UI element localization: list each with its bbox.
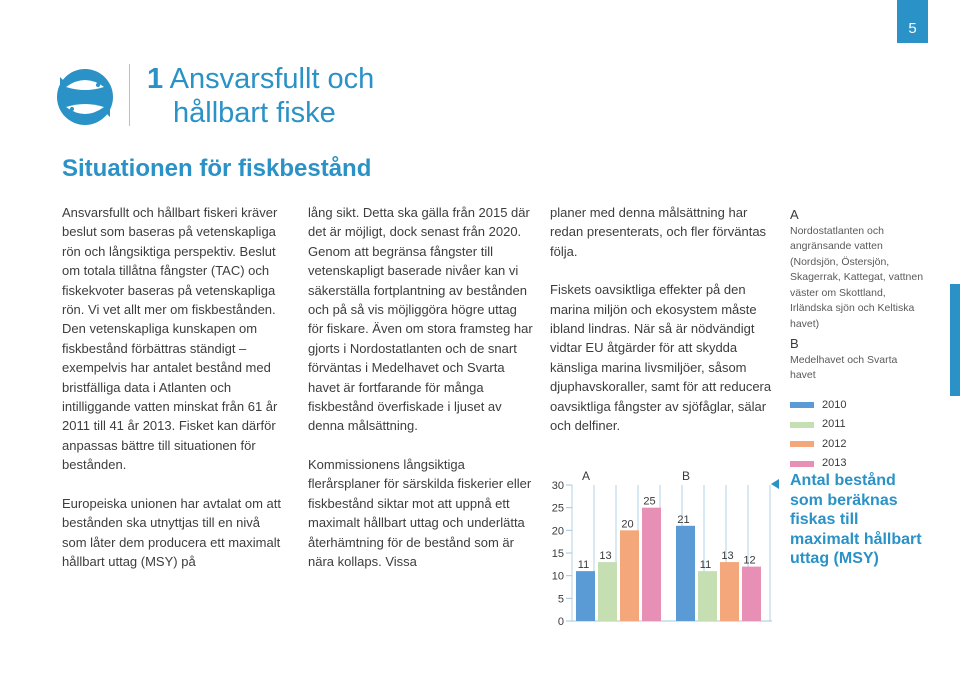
legend-a-label: A <box>790 207 799 222</box>
legend-years <box>790 396 925 474</box>
paragraph: planer med denna målsättning har redan presenterats, och fler förväntas följa. <box>550 205 767 259</box>
legend-b-label: B <box>790 336 799 351</box>
bar <box>742 567 761 621</box>
legend-swatch <box>790 441 814 447</box>
y-tick-label: 30 <box>551 480 564 492</box>
fish-logo-icon <box>54 63 116 131</box>
bar <box>676 526 695 621</box>
paragraph: Kommissionens långsiktiga flerårsplaner för särskilda fiskerier eller fiskbestånd siktar mot att uppnå ett maximalt hållbart uttag och underlätta återhämtning för de bestånd som är nära kollaps. Vissa <box>308 456 532 569</box>
legend-year: 2011 <box>822 418 846 430</box>
chapter-number: 1 <box>147 63 164 95</box>
bar <box>620 530 639 621</box>
data-label: 13 <box>721 550 734 563</box>
y-tick-label: 10 <box>551 570 564 583</box>
legend-year: 2013 <box>822 457 847 469</box>
data-label: 12 <box>743 554 756 567</box>
legend-year: 2012 <box>822 437 847 450</box>
y-tick-label: 25 <box>551 502 564 515</box>
legend-swatch <box>790 461 814 467</box>
paragraph: lång sikt. Detta ska gälla från 2015 där det är möjligt, dock senast från 2020. Genom att begränsa fångster till vetenskapligt baserade nivåer kan vi säkerställa fortplantning av bestånden och på så vis möjliggöra högre uttag för fiskare. Även om stora framsteg har gjorts i Nordostatlanten och de snart förväntas i Medelhavet och Svarta havet är fortfarande för många fiskbestånd överfiskade i ljuset av denna målsättning. <box>308 205 533 434</box>
chart-callout: Antal bestånd som beräknas fiskas till maximalt hållbart uttag (MSY) <box>790 472 922 567</box>
legend-a-description: Nordostatlanten och angränsande vatten (Nordsjön, Östersjön, Skagerrak, Kattegat, vattnen väster om Skottland, Irländska sjön och Keltiska havet) <box>790 224 924 330</box>
title-line-2: hållbart fiske <box>173 97 336 129</box>
paragraph: Ansvarsfullt och hållbart fiskeri kräver beslut som baseras på vetenskapliga rön och långsiktiga perspektiv. Beslut om totala tillåtna fångster (TAC) och fiskekvoter baseras på vetenskapliga rön. Vi vet allt mer om fiskbestånden. Den vetenskapliga kunskapen om fiskbestånd förbättras ständigt – exempelvis har antalet bestånd med bristfälliga data i Atlanten och intilliggande vatten minskat från 61 år 2011 till 41 år 2013. Fisket kan därför anpassas bättre till situationen för bestånden. <box>62 205 278 473</box>
y-tick-label: 15 <box>551 548 564 560</box>
legend-swatch <box>790 422 814 428</box>
bar <box>720 562 739 621</box>
data-label: 11 <box>577 559 590 572</box>
y-tick-label: 5 <box>557 593 564 606</box>
legend-item-2012 <box>790 435 925 455</box>
page-title <box>147 62 374 130</box>
bar <box>598 562 617 621</box>
bar <box>576 571 595 621</box>
category-label: B <box>681 469 691 483</box>
legend-b-description: Medelhavet och Svarta havet <box>790 353 898 381</box>
bar <box>698 571 717 621</box>
y-tick-label: 0 <box>557 616 564 628</box>
legend-year: 2010 <box>822 398 847 411</box>
data-label: 11 <box>699 559 712 572</box>
title-line-1: Ansvarsfullt och <box>169 63 375 95</box>
data-label: 25 <box>643 495 656 508</box>
legend-item-2011 <box>790 415 925 435</box>
paragraph: Europeiska unionen har avtalat om att bestånden ska utnyttjas till en nivå som låter dem producera ett maximalt hållbart uttag (MSY) på <box>62 495 281 569</box>
bar-chart <box>540 465 780 635</box>
legend-swatch <box>790 402 814 408</box>
page-number: 5 <box>897 0 928 43</box>
data-label: 13 <box>599 550 612 563</box>
category-label: A <box>581 469 591 483</box>
data-label: 21 <box>677 513 690 526</box>
bar <box>642 508 661 621</box>
section-subtitle: Situationen för fiskbestånd <box>62 155 372 182</box>
text-column-1 <box>62 203 287 571</box>
legend-item-2010 <box>790 396 925 416</box>
chart-legend <box>790 207 925 474</box>
paragraph: Fiskets oavsiktliga effekter på den marina miljön och ekosystem måste ibland lindras. När så är nödvändigt vidtar EU åtgärder för att skydda känsliga marina livsmiljöer, såsom djuphavskoraller, samt för att reducera oavsiktliga fångster av sjöfåglar, sälar och delfiner. <box>550 282 772 434</box>
text-column-3 <box>550 203 775 435</box>
side-tab <box>950 284 960 396</box>
y-tick-label: 20 <box>551 525 564 538</box>
data-label: 20 <box>621 518 634 531</box>
text-column-2 <box>308 203 533 571</box>
logo-divider <box>129 64 130 126</box>
